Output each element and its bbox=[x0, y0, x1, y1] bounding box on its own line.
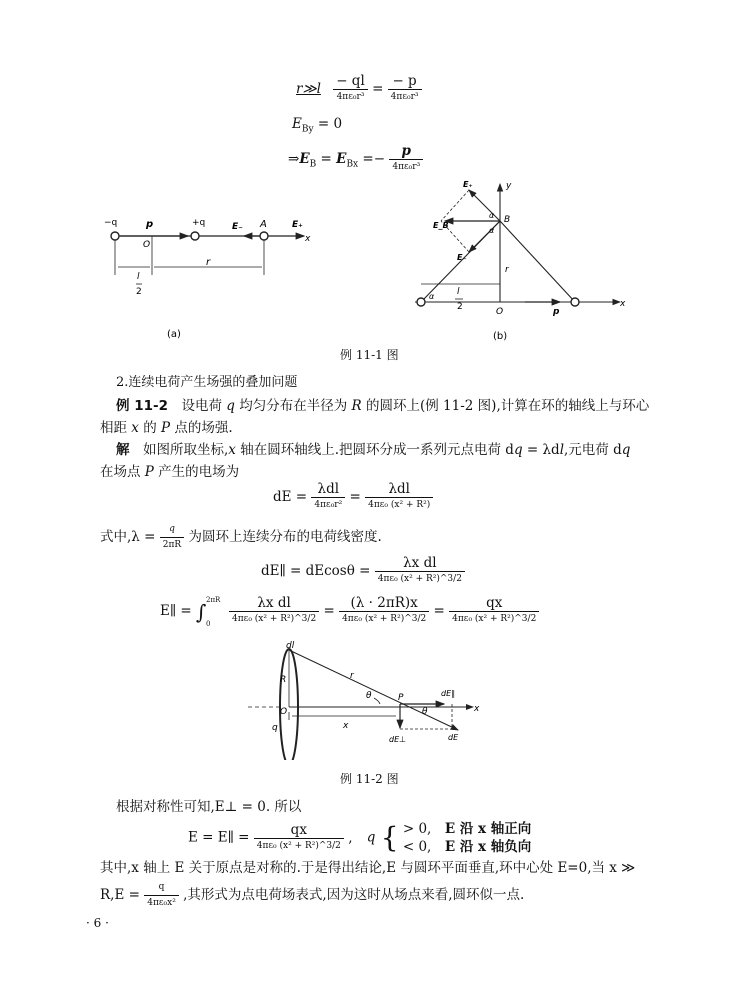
fraction: $\frac{- ql}{\text{4πε₀r³}}$ bbox=[333, 74, 368, 105]
svg-text:P: P bbox=[398, 693, 404, 703]
svg-text:dE⊥: dE⊥ bbox=[389, 735, 407, 744]
caption-fig-11-2: 例 11-2 图 bbox=[340, 772, 399, 786]
formula-eby: $E_{By} = 0$ bbox=[292, 116, 343, 135]
svg-text:E_B: E_B bbox=[433, 221, 449, 230]
svg-text:r: r bbox=[350, 671, 354, 681]
svg-text:A: A bbox=[260, 219, 267, 230]
svg-text:l: l bbox=[457, 287, 460, 297]
positive-charge bbox=[191, 232, 199, 240]
equation-dE: dE = $\frac{\text{λdl}}{\text{4πε₀r²}}$ = $\frac{\text{λdl}}{\text{4πε₀ (x² + R²)}}$ bbox=[273, 482, 433, 513]
svg-text:(a): (a) bbox=[167, 329, 181, 340]
example-11-2-line1: 例 11-2 设电荷 q 均匀分布在半径为 R 的圆环上(例 11-2 图),计算在环的轴线上与环心 bbox=[116, 398, 650, 414]
svg-text:r: r bbox=[206, 257, 211, 268]
svg-text:p: p bbox=[553, 307, 560, 317]
figure-11-1a bbox=[92, 205, 322, 345]
svg-text:y: y bbox=[506, 181, 512, 191]
svg-text:O: O bbox=[496, 307, 504, 317]
example-11-2-line2: 相距 x 的 P 点的场强. bbox=[100, 420, 233, 436]
equation-Epar: E∥ = ∫ 2πR 0 $\frac{\text{λx dl}}{\text{4πε₀ (x² + R²)\textasciicircum{}3/2}}$ = $\frac{(\lambda \cdot 2\pi R)x}{\text{4πε₀ (x² + R²)\textasciicircum{}3/2}}$ = $\frac{qx}{\text{4πε₀ (x² + R²)\textasciicircum{}3/2}}$ bbox=[160, 596, 539, 627]
point-A bbox=[260, 232, 268, 240]
symmetry-line: 根据对称性可知,E⊥ = 0. 所以 bbox=[116, 799, 302, 815]
lambda-definition: 式中,λ = $\frac{q}{2\pi R}$ 为圆环上连续分布的电荷线密度. bbox=[100, 524, 382, 550]
figure-11-1b bbox=[405, 172, 635, 344]
solution-line2: 在场点 P 产生的电场为 bbox=[100, 464, 240, 480]
caption-fig-11-1: 例 11-1 图 bbox=[340, 348, 399, 362]
svg-text:O: O bbox=[280, 707, 288, 717]
svg-text:E₊: E₊ bbox=[292, 220, 303, 230]
svg-text:O: O bbox=[143, 240, 151, 250]
formula-eb: $\Rightarrow E_B = E_{Bx}$ =− $\frac{p}{\text{4πε₀r³}}$ bbox=[288, 144, 423, 175]
conclusion-line1: 其中,x 轴上 E 关于原点是对称的.于是得出结论,E 与圆环平面垂直,环中心处 E=0,当 x ≫ bbox=[100, 860, 636, 876]
svg-text:dE∥: dE∥ bbox=[441, 689, 456, 698]
negative-charge bbox=[111, 232, 119, 240]
svg-text:p: p bbox=[146, 219, 154, 230]
svg-text:θ: θ bbox=[366, 691, 372, 701]
svg-text:x: x bbox=[343, 721, 349, 731]
fraction: $\frac{- p}{\text{4πε₀r³}}$ bbox=[388, 74, 422, 105]
svg-text:+q: +q bbox=[192, 218, 206, 228]
svg-text:E₋: E₋ bbox=[457, 253, 467, 262]
svg-text:dl: dl bbox=[286, 641, 295, 651]
svg-text:α: α bbox=[489, 226, 495, 235]
condition: r≫l bbox=[296, 81, 321, 97]
svg-text:2: 2 bbox=[136, 287, 142, 297]
conclusion-line2: R,E = $\frac{q}{\text{4πε₀x²}}$ ,其形式为点电荷场表式,因为这时从场点来看,圆环似一点. bbox=[100, 882, 525, 908]
svg-text:θ: θ bbox=[422, 707, 428, 717]
integral-sign: ∫ 2πR 0 bbox=[196, 595, 221, 628]
svg-text:B: B bbox=[504, 215, 511, 225]
svg-text:E₋: E₋ bbox=[232, 222, 243, 232]
svg-text:α: α bbox=[489, 211, 495, 220]
svg-text:−q: −q bbox=[104, 218, 118, 228]
svg-text:E₊: E₊ bbox=[463, 180, 473, 189]
svg-text:r: r bbox=[505, 265, 509, 275]
svg-text:l: l bbox=[137, 272, 140, 282]
svg-text:(b): (b) bbox=[493, 331, 508, 342]
svg-text:α: α bbox=[429, 292, 435, 301]
svg-text:x: x bbox=[474, 704, 480, 714]
section-title: 2.连续电荷产生场强的叠加问题 bbox=[116, 375, 298, 390]
equation-dEpar: dE∥ = dEcosθ = $\frac{\text{λx dl}}{\text{4πε₀ (x² + R²)\textasciicircum{}3/2}}$ bbox=[261, 556, 465, 587]
svg-text:q: q bbox=[272, 723, 278, 733]
fraction: $\frac{p}{\text{4πε₀r³}}$ bbox=[389, 144, 423, 175]
svg-text:R: R bbox=[280, 675, 287, 685]
case-brace: { bbox=[380, 821, 399, 854]
formula-limit: r≫l $\frac{- ql}{\text{4πε₀r³}}$ = $\frac{- p}{\text{4πε₀r³}}$ bbox=[296, 74, 422, 105]
svg-text:x: x bbox=[305, 234, 311, 244]
svg-text:x: x bbox=[620, 299, 626, 309]
solution-line1: 解 如图所取坐标,x 轴在圆环轴线上.把圆环分成一系列元点电荷 dq = λdl,元电荷 dq bbox=[116, 442, 631, 458]
equation-final: E = E∥ = $\frac{qx}{\text{4πε₀ (x² + R²)\textasciicircum{}3/2}}$ , q { > 0, E 沿 x 轴正向 < 0, E 沿 x 轴负向 bbox=[188, 821, 532, 855]
figure-11-2-ring bbox=[248, 640, 488, 760]
svg-text:2: 2 bbox=[457, 302, 463, 312]
svg-text:dE: dE bbox=[448, 733, 459, 742]
page-number: · 6 · bbox=[86, 916, 109, 930]
